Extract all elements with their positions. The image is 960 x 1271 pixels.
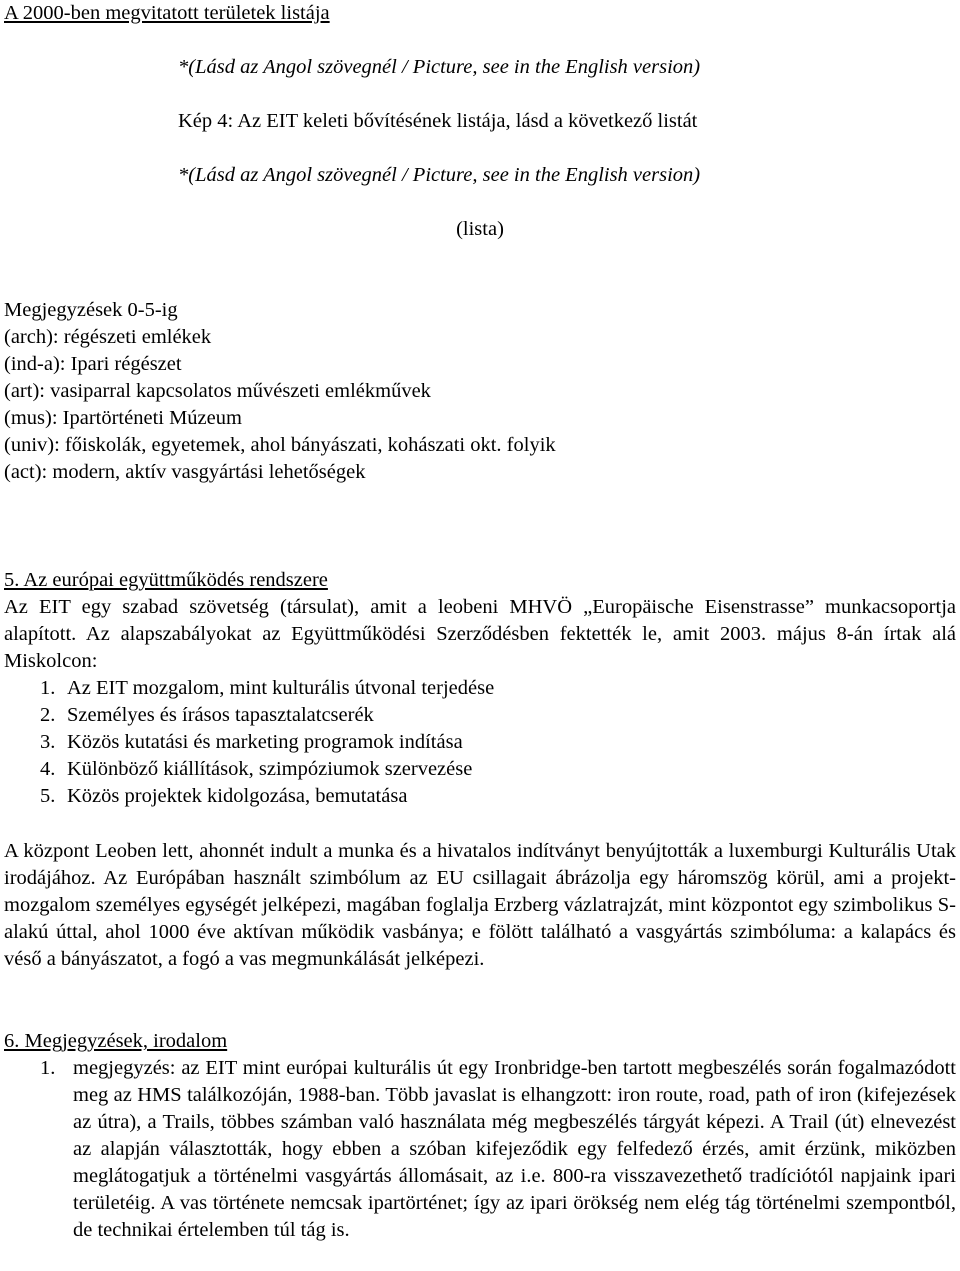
- legend-item: (art): vasiparral kapcsolatos művészeti emlékművek: [4, 380, 431, 402]
- picture-caption: Kép 4: Az EIT keleti bővítésének listája, lásd a következő listát: [178, 110, 698, 132]
- list-item-text: Különböző kiállítások, szimpóziumok szervezése: [67, 758, 473, 780]
- section-6-heading: 6. Megjegyzések, irodalom: [4, 1030, 228, 1052]
- cooperation-list: [40, 675, 494, 810]
- list-item-text: Közös projektek kidolgozása, bemutatása: [67, 785, 408, 807]
- list-item: [40, 783, 494, 810]
- picture-note-1: *(Lásd az Angol szövegnél / Picture, see in the English version): [178, 56, 701, 78]
- section-5-paragraph: A központ Leoben lett, ahonnét indult a munka és a hivatalos indítványt benyújtották a luxemburgi Kulturális Utak irodájához. Az Európában használt szimbólum az EU csillagait ábrázolja egy háromszög körül, ami a projekt-mozgalom személyes egységét jelképezi, magában foglalja Erzberg vázlatrajzát, mint központot egy szimbolikus S-alakú úttal, ahol 1000 éve aktívan működik vasbánya; e fölött található a vasgyártás szimbóluma: a kalapács és véső a bányászatot, a fogó a vas megmunkálását jelképezi.: [4, 840, 956, 970]
- list-item-number: 1.: [40, 677, 56, 699]
- section-5-heading: 5. Az európai együttműködés rendszere: [4, 569, 328, 591]
- section-5-intro: Az EIT egy szabad szövetség (társulat), amit a leobeni MHVÖ „Europäische Eisenstrasse” munkacsoportja alapított. Az alapszabályokat az Együttműködési Szerződésben fektették le, amit 2003. május 8-án írtak alá Miskolcon:: [4, 596, 956, 672]
- legend-item: (act): modern, aktív vasgyártási lehetőségek: [4, 461, 366, 483]
- list-item-number: 4.: [40, 758, 56, 780]
- legend-item: (arch): régészeti emlékek: [4, 326, 212, 348]
- list-item-text: Az EIT mozgalom, mint kulturális útvonal terjedése: [67, 677, 495, 699]
- page-title: A 2000-ben megvitatott területek listája: [4, 2, 330, 24]
- list-item: [40, 756, 494, 783]
- footnote-list: [40, 1055, 956, 1244]
- legend-item: (mus): Ipartörténeti Múzeum: [4, 407, 242, 429]
- list-item-number: 3.: [40, 731, 56, 753]
- footnote-number: 1.: [40, 1057, 56, 1079]
- list-item-text: Közös kutatási és marketing programok indítása: [67, 731, 463, 753]
- footnote-text: megjegyzés: az EIT mint európai kulturális út egy Ironbridge-ben tartott megbeszélés során fogalmazódott meg az HMS találkozóján, 1988-ban. Több javaslat is elhangzott: iron route, road, path of iron (kifejezések az útra), a Trails, többes számban való használata még megbeszélés tárgyát képezi. A Trail (út) elnevezést az alapján választották, hogy ebben a szóban kifejeződik egy felfedező érzés, amit érzünk, miközben meglátogatjuk a történelmi vasgyártás állomásait, az i.e. 800-ra visszavezethető tradíciótól napjaink ipari területéig. A vas története nemcsak ipartörténet; így az ipari örökség nem elég tág történelmi szempontból, de technikai értelemben túl tág is.: [73, 1057, 956, 1241]
- list-item: [40, 729, 494, 756]
- legend-item: (univ): főiskolák, egyetemek, ahol bányászati, kohászati okt. folyik: [4, 434, 556, 456]
- list-item-number: 2.: [40, 704, 56, 726]
- legend-item: (ind-a): Ipari régészet: [4, 353, 182, 375]
- list-item-text: Személyes és írásos tapasztalatcserék: [67, 704, 374, 726]
- list-item: [40, 675, 494, 702]
- legend-notes: [4, 297, 556, 486]
- legend-title: Megjegyzések 0-5-ig: [4, 299, 178, 321]
- picture-note-2: *(Lásd az Angol szövegnél / Picture, see in the English version): [178, 164, 701, 186]
- list-label: (lista): [456, 218, 504, 240]
- footnote-item: [40, 1055, 956, 1244]
- list-item: [40, 702, 494, 729]
- list-item-number: 5.: [40, 785, 56, 807]
